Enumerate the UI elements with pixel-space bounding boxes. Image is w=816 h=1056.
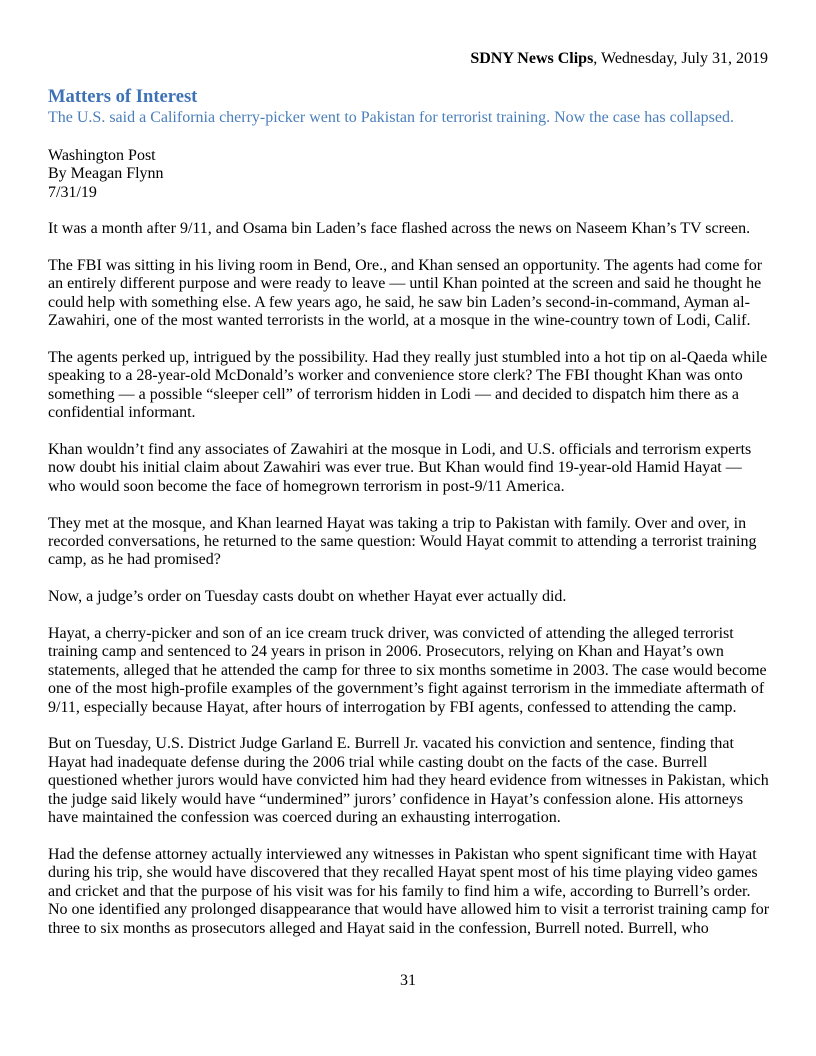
article-paragraph: They met at the mosque, and Khan learned Hayat was taking a trip to Pakistan with family. Over and over, in recorded conversations, he returned to the same question: Would Hayat commit to attending a terrorist training camp, as he had promised? [48, 514, 757, 569]
section-title: Matters of Interest [48, 86, 198, 107]
article-source: Washington Post [48, 147, 156, 164]
page-number: 31 [400, 972, 416, 989]
article-content [48, 86, 772, 956]
article-paragraph: Had the defense attorney actually interviewed any witnesses in Pakistan who spent significant time with Hayat during his trip, she would have discovered that they recalled Hayat spent most of his time playing video games and cricket and that the purpose of his visit was for his family to find him a wife, according to Burrell’s order. No one identified any prolonged disappearance that would have allowed him to visit a terrorist training camp for three to six months as prosecutors alleged and Hayat said in the confession, Burrell noted. Burrell, who [48, 845, 770, 937]
article-byline: By Meagan Flynn [48, 165, 164, 183]
article-paragraph: It was a month after 9/11, and Osama bin Laden’s face flashed across the news on Naseem Khan’s TV screen. [48, 220, 751, 238]
article-meta [48, 147, 772, 202]
article-paragraph: The FBI was sitting in his living room in Bend, Ore., and Khan sensed an opportunity. The agents had come for an entirely different purpose and were ready to leave — until Khan pointed at the screen and said he thought he could help with something else. A few years ago, he said, he saw bin Laden’s second-in-command, Ayman al-Zawahiri, one of the most wanted terrorists in the world, at a mosque in the wine-country town of Lodi, Calif. [48, 257, 763, 330]
article-headline: The U.S. said a California cherry-picker went to Pakistan for terrorist training. Now the case has collapsed. [48, 109, 735, 126]
article-paragraph: Hayat, a cherry-picker and son of an ice cream truck driver, was convicted of attending the alleged terrorist training camp and sentenced to 24 years in prison in 2006. Prosecutors, relying on Khan and Hayat’s own statements, alleged that he attended the camp for three to six months sometime in 2003. The case would become one of the most high-profile examples of the government’s fight against terrorism in the immediate aftermath of 9/11, especially because Hayat, after hours of interrogation by FBI agents, confessed to attending the camp. [48, 625, 767, 716]
article-paragraph: The agents perked up, intrigued by the possibility. Had they really just stumbled into a hot tip on al-Qaeda while speaking to a 28-year-old McDonald’s worker and convenience store clerk? The FBI thought Khan was onto something — a possible “sleeper cell” of terrorism hidden in Lodi ― and decided to dispatch him there as a confidential informant. [48, 349, 768, 422]
article-paragraph: But on Tuesday, U.S. District Judge Garland E. Burrell Jr. vacated his conviction and sentence, finding that Hayat had inadequate defense during the 2006 trial while casting doubt on the facts of the case. Burrell questioned whether jurors would have convicted him had they heard evidence from witnesses in Pakistan, which the judge said likely would have “undermined” jurors’ confidence in Hayat’s confession alone. His attorneys have maintained the confession was coerced during an exhausting interrogation. [48, 735, 769, 827]
article-body [48, 220, 772, 938]
page-header [470, 49, 768, 68]
article-date: 7/31/19 [48, 183, 97, 201]
article-paragraph: Now, a judge’s order on Tuesday casts doubt on whether Hayat ever actually did. [48, 588, 567, 606]
clip-title: SDNY News Clips [470, 50, 594, 67]
article-paragraph: Khan wouldn’t find any associates of Zawahiri at the mosque in Lodi, and U.S. officials and terrorism experts now doubt his initial claim about Zawahiri was ever true. But Khan would find 19-year-old Hamid Hayat — who would soon become the face of homegrown terrorism in post-9/11 America. [48, 441, 752, 495]
header-date: , Wednesday, July 31, 2019 [593, 50, 768, 67]
